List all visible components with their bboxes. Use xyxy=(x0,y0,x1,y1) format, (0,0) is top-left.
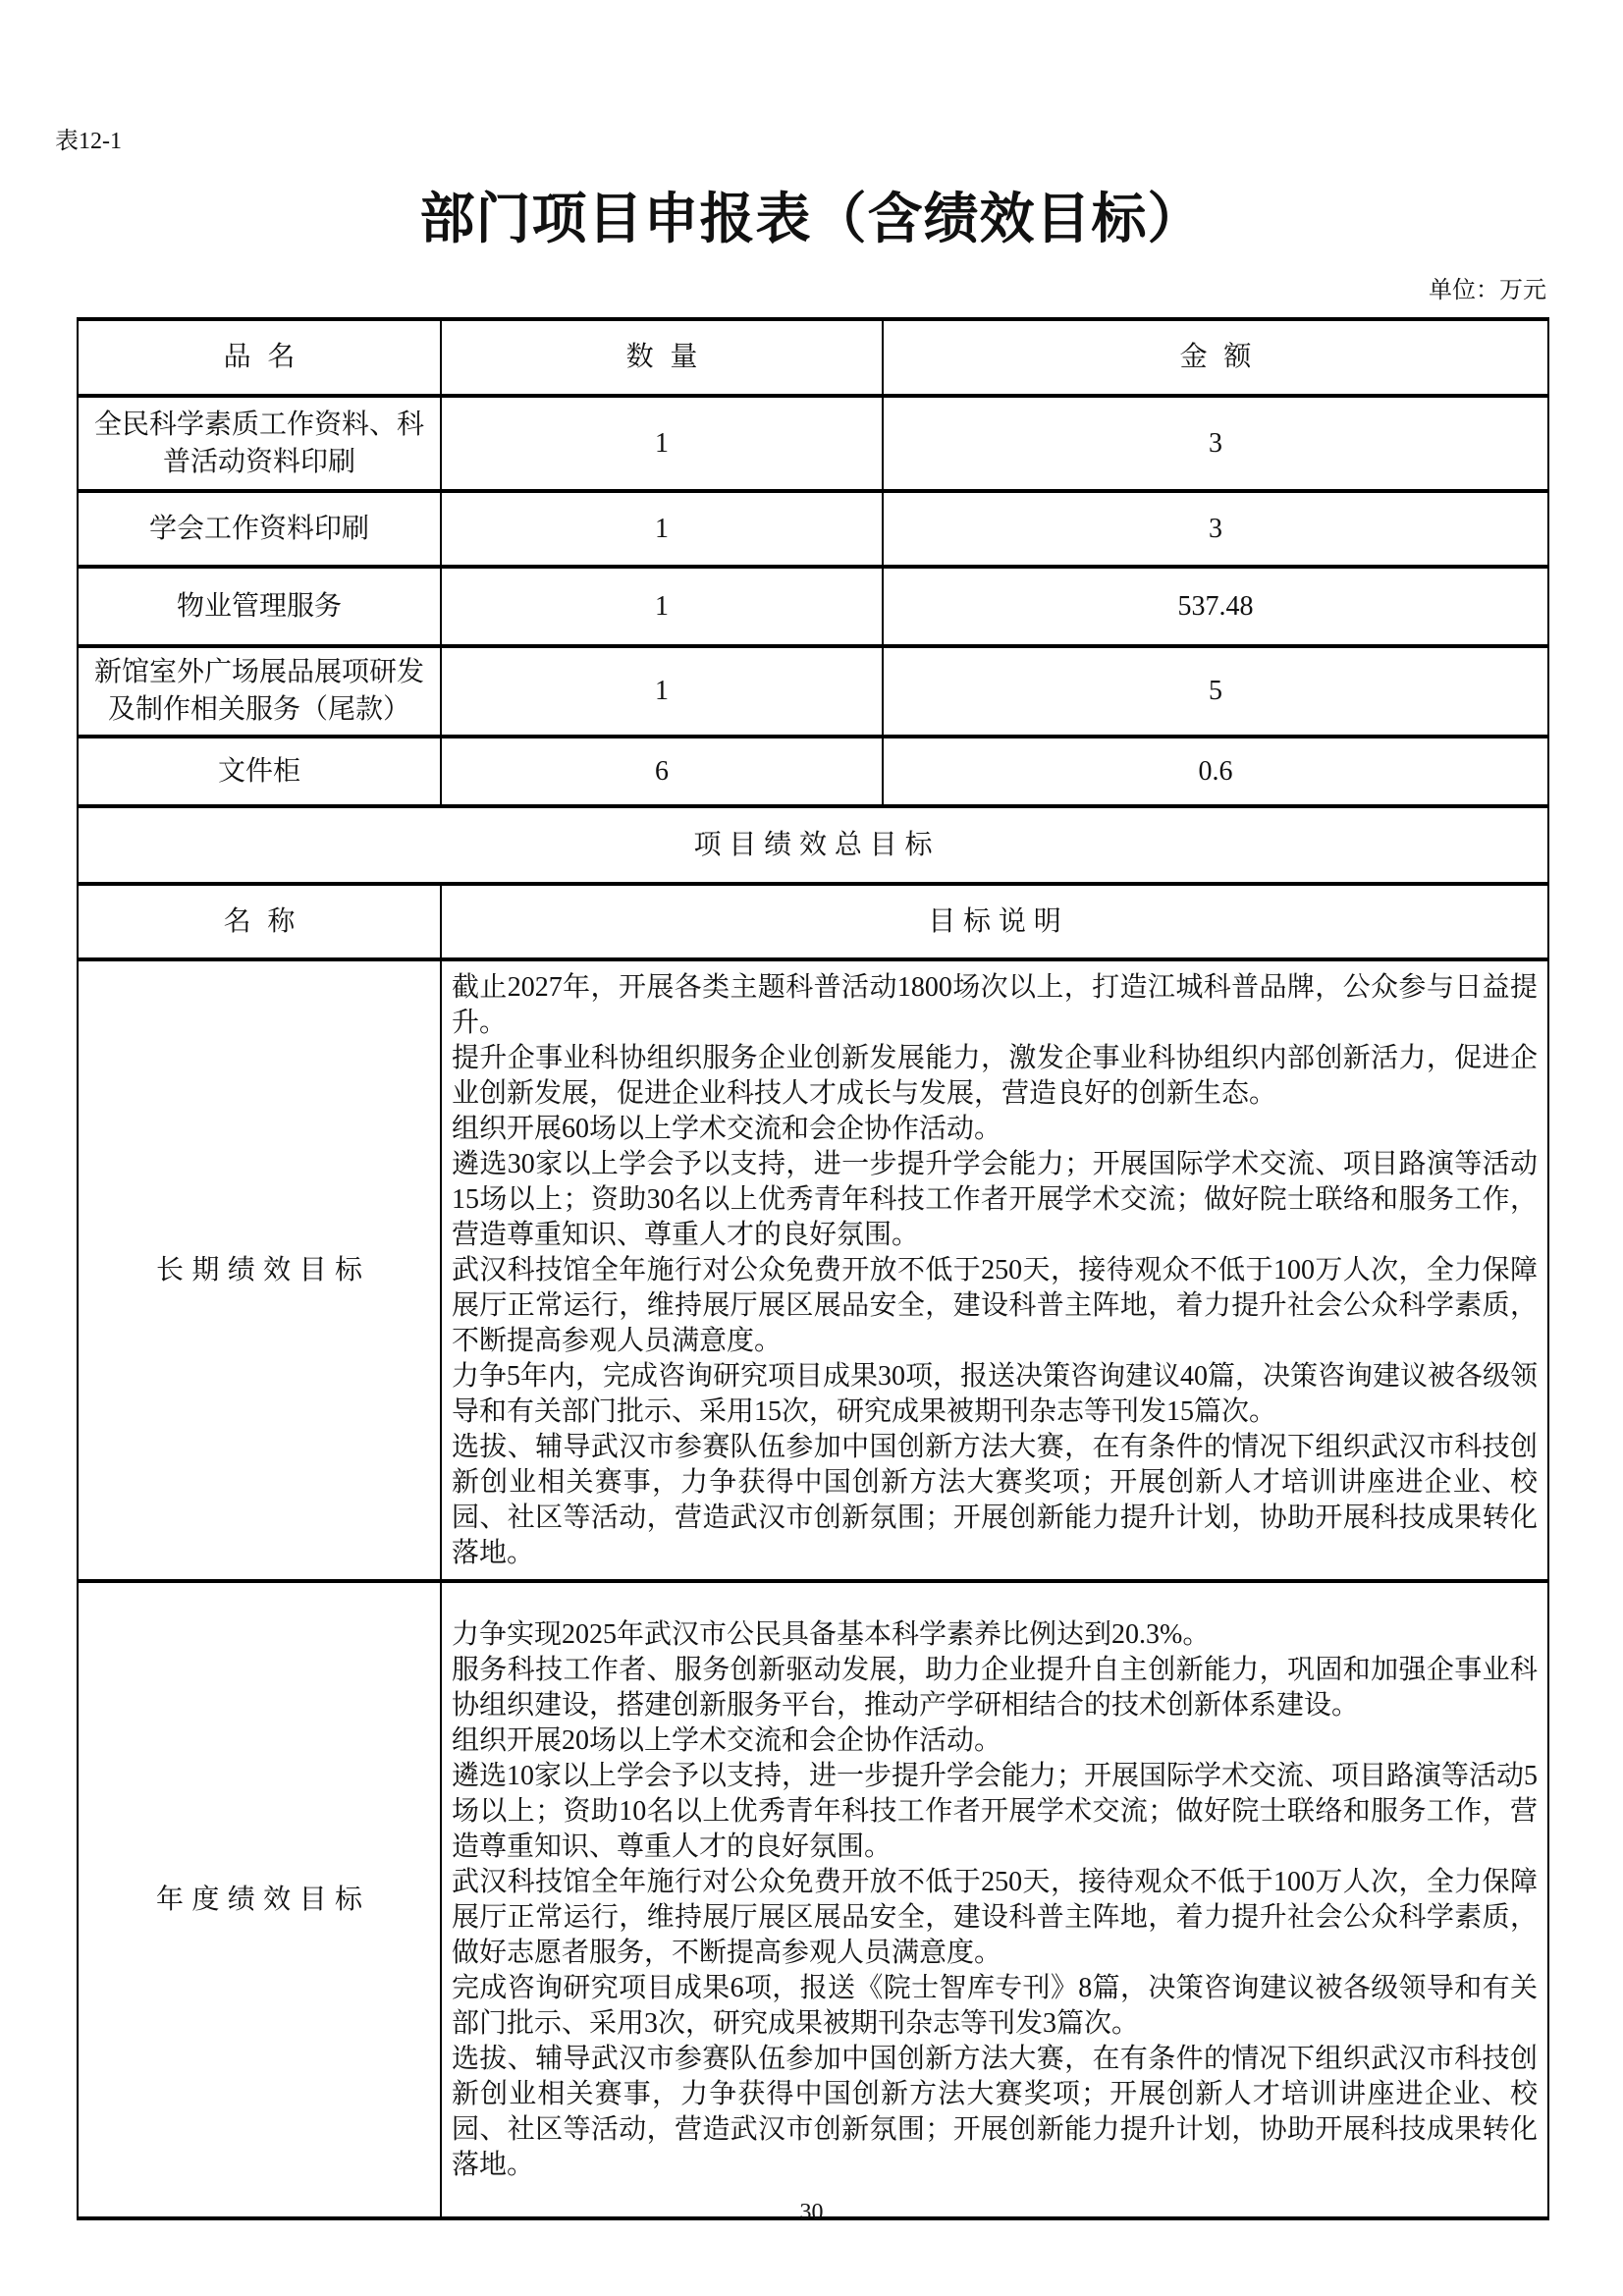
annual-goal-row xyxy=(78,1581,1548,2218)
table-row xyxy=(78,646,1548,737)
performance-section-title: 项目绩效总目标 xyxy=(78,806,1548,884)
items-header-row xyxy=(78,319,1548,396)
header-amount: 金额 xyxy=(883,319,1548,396)
long-term-goal-row xyxy=(78,959,1548,1581)
item-name-cell: 文件柜 xyxy=(78,737,441,806)
performance-section-title-row xyxy=(78,806,1548,884)
goal-paragraph: 组织开展60场以上学术交流和会企协作活动。 xyxy=(452,1113,1002,1144)
item-amount-cell: 3 xyxy=(883,396,1548,491)
goal-paragraph: 服务科技工作者、服务创新驱动发展，助力企业提升自主创新能力，巩固和加强企事业科协组织建设，搭建创新服务平台，推动产学研相结合的技术创新体系建设。 xyxy=(452,1654,1538,1721)
goal-name-cell: 长期绩效目标 xyxy=(78,959,441,1581)
goal-paragraph: 提升企事业科协组织服务企业创新发展能力，激发企事业科协组织内部创新活力，促进企业创新发展，促进企业科技人才成长与发展，营造良好的创新生态。 xyxy=(452,1042,1538,1109)
table-row xyxy=(78,491,1548,567)
performance-header-row xyxy=(78,884,1548,959)
header-quantity: 数量 xyxy=(441,319,883,396)
goal-description-cell xyxy=(441,1581,1548,2218)
item-name-cell: 物业管理服务 xyxy=(78,567,441,646)
item-name-cell: 全民科学素质工作资料、科普活动资料印刷 xyxy=(78,396,441,491)
goal-paragraph: 截止2027年，开展各类主题科普活动1800场次以上，打造江城科普品牌，公众参与日益提升。 xyxy=(452,971,1538,1038)
goal-paragraph: 力争实现2025年武汉市公民具备基本科学素养比例达到20.3%。 xyxy=(452,1618,1211,1650)
project-declaration-table xyxy=(77,317,1549,2220)
item-amount-cell: 3 xyxy=(883,491,1548,567)
item-name-cell: 学会工作资料印刷 xyxy=(78,491,441,567)
goal-paragraph: 完成咨询研究项目成果6项，报送《院士智库专刊》8篇，决策咨询建议被各级领导和有关部门批示、采用3次，研究成果被期刊杂志等刊发3篇次。 xyxy=(452,1972,1538,2039)
goal-paragraph: 组织开展20场以上学术交流和会企协作活动。 xyxy=(452,1724,1002,1756)
item-quantity-cell: 1 xyxy=(441,491,883,567)
page-number: 30 xyxy=(799,2200,824,2225)
item-quantity-cell: 1 xyxy=(441,646,883,737)
table-number-label: 表12-1 xyxy=(55,129,122,154)
table-row xyxy=(78,567,1548,646)
goal-paragraph: 遴选30家以上学会予以支持，进一步提升学会能力；开展国际学术交流、项目路演等活动15场以上；资助30名以上优秀青年科技工作者开展学术交流；做好院士联络和服务工作，营造尊重知识、尊重人才的良好氛围。 xyxy=(452,1148,1538,1250)
header-goal-name: 名称 xyxy=(78,884,441,959)
goal-name-cell: 年度绩效目标 xyxy=(78,1581,441,2218)
goal-paragraph: 力争5年内，完成咨询研究项目成果30项，报送决策咨询建议40篇，决策咨询建议被各级领导和有关部门批示、采用15次，研究成果被期刊杂志等刊发15篇次。 xyxy=(452,1360,1539,1427)
header-item-name: 品名 xyxy=(78,319,441,396)
unit-note: 单位：万元 xyxy=(1429,278,1546,303)
page-title: 部门项目申报表（含绩效目标） xyxy=(419,188,1204,249)
goal-paragraph: 遴选10家以上学会予以支持，进一步提升学会能力；开展国际学术交流、项目路演等活动5场以上；资助10名以上优秀青年科技工作者开展学术交流；做好院士联络和服务工作，营造尊重知识、尊重人才的良好氛围。 xyxy=(452,1760,1539,1862)
table-row xyxy=(78,737,1548,806)
goal-paragraph: 选拔、辅导武汉市参赛队伍参加中国创新方法大赛，在有条件的情况下组织武汉市科技创新创业相关赛事，力争获得中国创新方法大赛奖项；开展创新人才培训讲座进企业、校园、社区等活动，营造武汉市创新氛围；开展创新能力提升计划，协助开展科技成果转化落地。 xyxy=(452,2043,1538,2180)
goal-paragraph: 武汉科技馆全年施行对公众免费开放不低于250天，接待观众不低于100万人次，全力保障展厅正常运行，维持展厅展区展品安全，建设科普主阵地，着力提升社会公众科学素质，做好志愿者服务，不断提高参观人员满意度。 xyxy=(452,1866,1538,1968)
goal-description-cell xyxy=(441,959,1548,1581)
item-amount-cell: 537.48 xyxy=(883,567,1548,646)
item-quantity-cell: 1 xyxy=(441,567,883,646)
item-quantity-cell: 1 xyxy=(441,396,883,491)
item-name-cell: 新馆室外广场展品展项研发及制作相关服务（尾款） xyxy=(78,646,441,737)
table-row xyxy=(78,396,1548,491)
item-amount-cell: 0.6 xyxy=(883,737,1548,806)
goal-paragraph: 武汉科技馆全年施行对公众免费开放不低于250天，接待观众不低于100万人次，全力保障展厅正常运行，维持展厅展区展品安全，建设科普主阵地，着力提升社会公众科学素质，不断提高参观人员满意度。 xyxy=(452,1254,1538,1356)
header-goal-description: 目标说明 xyxy=(441,884,1548,959)
goal-paragraph: 选拔、辅导武汉市参赛队伍参加中国创新方法大赛，在有条件的情况下组织武汉市科技创新创业相关赛事，力争获得中国创新方法大赛奖项；开展创新人才培训讲座进企业、校园、社区等活动，营造武汉市创新氛围；开展创新能力提升计划，协助开展科技成果转化落地。 xyxy=(452,1431,1538,1568)
item-quantity-cell: 6 xyxy=(441,737,883,806)
item-amount-cell: 5 xyxy=(883,646,1548,737)
